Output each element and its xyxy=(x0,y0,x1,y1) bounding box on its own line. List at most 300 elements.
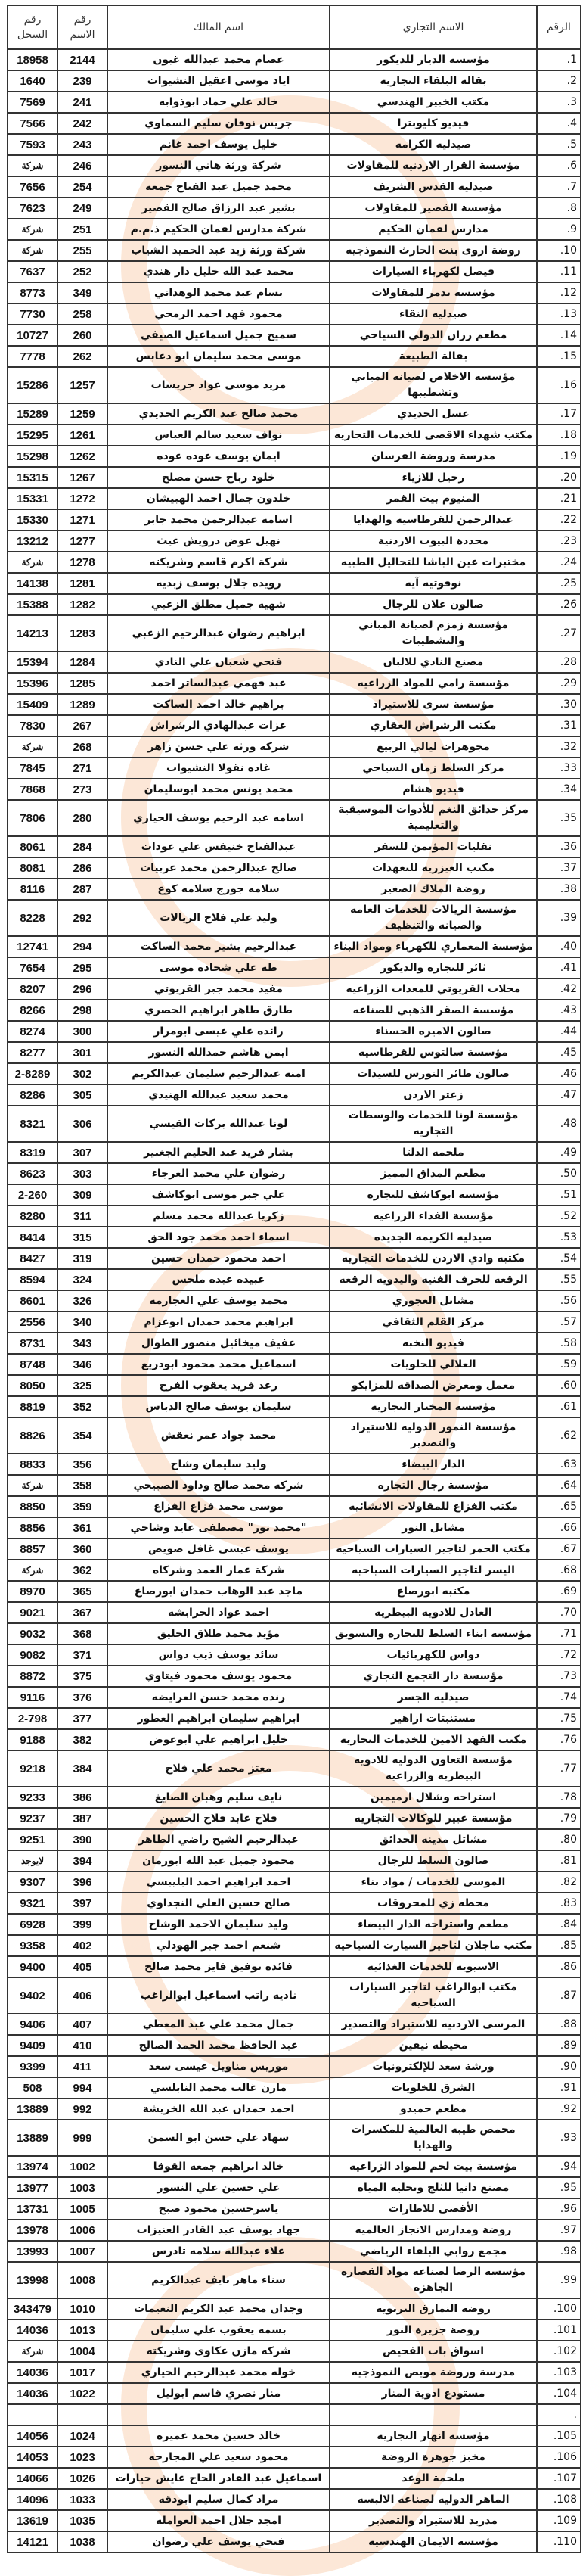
trade-name: المرسى الاردنيه للاستيراد والتصدير xyxy=(330,2014,537,2035)
name-number: 1257 xyxy=(57,367,107,403)
table-row xyxy=(8,2489,581,2510)
name-number: 2144 xyxy=(57,49,107,70)
record-number: 9358 xyxy=(8,1935,57,1956)
row-number: 75. xyxy=(537,1708,581,1729)
record-number: 9082 xyxy=(8,1644,57,1666)
name-number: 298 xyxy=(57,1000,107,1021)
table-row xyxy=(8,694,581,715)
table-row xyxy=(8,1808,581,1829)
name-number: 243 xyxy=(57,134,107,155)
name-number: 994 xyxy=(57,2077,107,2098)
table-row xyxy=(8,2035,581,2056)
row-number: 92. xyxy=(537,2098,581,2120)
table-row xyxy=(8,879,581,900)
row-number: 63. xyxy=(537,1454,581,1475)
name-number: 271 xyxy=(57,758,107,779)
trade-name: مختبرات عين الباشا للتحاليل الطبيه xyxy=(330,552,537,573)
name-number: 324 xyxy=(57,1269,107,1290)
record-number: 7806 xyxy=(8,800,57,836)
name-number: 326 xyxy=(57,1290,107,1311)
row-number: 44. xyxy=(537,1021,581,1042)
table-row xyxy=(8,673,581,694)
trade-name: فيصل لكهرباء السيارات xyxy=(330,261,537,282)
record-number: 14036 xyxy=(8,2362,57,2383)
record-number: 2-260 xyxy=(8,1184,57,1206)
trade-name: مستنبتات ازاهير xyxy=(330,1708,537,1729)
owner-name: جريس نوفان سليم السماوي xyxy=(107,113,330,134)
record-number: 8266 xyxy=(8,1000,57,1021)
table-row xyxy=(8,425,581,446)
trade-name: الرقعه للحرف الفنيه واليدويه الرقعه xyxy=(330,1269,537,1290)
record-number: 18958 xyxy=(8,49,57,70)
trade-name: مكتب العيزريه للتعهدات xyxy=(330,857,537,879)
trade-name: الماهر الدوليه لصناعه الالبسه xyxy=(330,2489,537,2510)
name-number: 258 xyxy=(57,303,107,325)
trade-name: صالون طائر النورس للسيدات xyxy=(330,1063,537,1084)
trade-name: روضة جزيرة النور xyxy=(330,2319,537,2341)
row-number: 81. xyxy=(537,1850,581,1871)
trade-name: مؤسسة دار التجمع التجاري xyxy=(330,1666,537,1687)
row-number: 38. xyxy=(537,879,581,900)
name-number: 1038 xyxy=(57,2531,107,2553)
table-row xyxy=(8,346,581,367)
owner-name: اسامه عبدالرحمن محمد جابر xyxy=(107,509,330,530)
name-number: 352 xyxy=(57,1396,107,1417)
record-number: 14053 xyxy=(8,2447,57,2468)
trade-name: العلالي للحلويات xyxy=(330,1354,537,1375)
owner-name: لونا عبدالله بركات القيسي xyxy=(107,1106,330,1142)
table-row xyxy=(8,2077,581,2098)
row-number: 78. xyxy=(537,1787,581,1808)
name-number: 1022 xyxy=(57,2383,107,2404)
owner-name: سليمان يوسف صالح الدباس xyxy=(107,1396,330,1417)
record-number: 9399 xyxy=(8,2056,57,2077)
row-number: 14. xyxy=(537,325,581,346)
record-number: 7845 xyxy=(8,758,57,779)
row-number: 26. xyxy=(537,594,581,615)
record-number: 14036 xyxy=(8,2319,57,2341)
trade-name: صيدليه الجسر xyxy=(330,1687,537,1708)
trade-name: روضة الملاك الصغير xyxy=(330,879,537,900)
trade-name: صيدليه النقاء xyxy=(330,303,537,325)
owner-name: براهيم خالد احمد الساكت xyxy=(107,694,330,715)
record-number: 13978 xyxy=(8,2220,57,2241)
trade-name: روضة اروى بنت الحارث النموذجيه xyxy=(330,240,537,261)
row-number: 35. xyxy=(537,800,581,836)
row-number: 18. xyxy=(537,425,581,446)
record-number: 8857 xyxy=(8,1538,57,1560)
table-row xyxy=(8,1687,581,1708)
record-number: 8274 xyxy=(8,1021,57,1042)
name-number: 359 xyxy=(57,1496,107,1517)
owner-name: محمود جميل عبد الله ابورمان xyxy=(107,1850,330,1871)
name-number: 411 xyxy=(57,2056,107,2077)
trade-name: صالون السلط للرجال xyxy=(330,1850,537,1871)
record-number: 9400 xyxy=(8,1956,57,1977)
owner-name: شركه مازن عكاوى وشريكته xyxy=(107,2341,330,2362)
row-number: 94. xyxy=(537,2156,581,2177)
row-number: 69. xyxy=(537,1581,581,1602)
record-number: 9032 xyxy=(8,1623,57,1644)
trade-name: الدار البيضاء xyxy=(330,1454,537,1475)
trade-name: بقاله البلقاء التجاريه xyxy=(330,70,537,92)
trade-name: مكتب الفزاع للمقاولات الانشائيه xyxy=(330,1496,537,1517)
row-number: 52. xyxy=(537,1206,581,1227)
table-row xyxy=(8,1871,581,1893)
record-number: 15331 xyxy=(8,488,57,509)
table-row xyxy=(8,1000,581,1021)
table-row xyxy=(8,936,581,957)
name-number: 287 xyxy=(57,879,107,900)
owner-name: محمد عبد الله خليل دار هندي xyxy=(107,261,330,282)
name-number: 302 xyxy=(57,1063,107,1084)
record-number: 9188 xyxy=(8,1729,57,1750)
row-number: 47. xyxy=(537,1084,581,1106)
name-number: 356 xyxy=(57,1454,107,1475)
trade-name: مكتبه ابورصاع xyxy=(330,1581,537,1602)
owner-name: اياد موسى اعقيل النشيوات xyxy=(107,70,330,92)
trade-name: مدريد للاستيراد والتصدير xyxy=(330,2510,537,2531)
trade-name: مؤسسة المختار التجاريه xyxy=(330,1396,537,1417)
trade-name: محلات القريوتي للمعدات الزراعيه xyxy=(330,978,537,1000)
table-row xyxy=(8,1269,581,1290)
name-number: 284 xyxy=(57,836,107,857)
trade-name: مؤسسة ابناء السلط للتجاره والتسويق xyxy=(330,1623,537,1644)
owner-name: وليد سليمان وشاح xyxy=(107,1454,330,1475)
row-number: 10. xyxy=(537,240,581,261)
record-number: 9402 xyxy=(8,1977,57,2014)
owner-name: بسام عبد محمد الوهداني xyxy=(107,282,330,303)
table-row xyxy=(8,1106,581,1142)
row-number: 103. xyxy=(537,2362,581,2383)
name-number: 300 xyxy=(57,1021,107,1042)
record-number: 8601 xyxy=(8,1290,57,1311)
name-number: 397 xyxy=(57,1893,107,1914)
owner-name: سناء ماهر نايف عبدالكريم xyxy=(107,2262,330,2298)
row-number: 101. xyxy=(537,2319,581,2341)
record-number: 8748 xyxy=(8,1354,57,1375)
record-number: 15295 xyxy=(8,425,57,446)
name-number: 1005 xyxy=(57,2198,107,2220)
table-row xyxy=(8,1375,581,1396)
trade-name: مؤسسة لونا للخدمات والوسطات التجاريه xyxy=(330,1106,537,1142)
record-number: 8594 xyxy=(8,1269,57,1290)
name-number: 262 xyxy=(57,346,107,367)
trade-name: مؤسسة بيت لحم للمواد الزراعيه xyxy=(330,2156,537,2177)
record-number: 9237 xyxy=(8,1808,57,1829)
record-number: 15394 xyxy=(8,652,57,673)
table-row xyxy=(8,1290,581,1311)
table-row xyxy=(8,1977,581,2014)
trade-name: الموسى للخدمات / مواد بناء xyxy=(330,1871,537,1893)
owner-name: ايمن هاشم حمدالله النسور xyxy=(107,1042,330,1063)
name-number: 246 xyxy=(57,155,107,176)
owner-name: نواف سعيد سالم العباس xyxy=(107,425,330,446)
table-row xyxy=(8,2447,581,2468)
record-number: 8826 xyxy=(8,1417,57,1454)
table-row xyxy=(8,1729,581,1750)
trade-name: مكتب الرشراش العقاري xyxy=(330,715,537,736)
record-number: 8850 xyxy=(8,1496,57,1517)
name-number: 382 xyxy=(57,1729,107,1750)
owner-name: خالد ابراهيم جمعه القوقا xyxy=(107,2156,330,2177)
row-number: 65. xyxy=(537,1496,581,1517)
table-row xyxy=(8,219,581,240)
trade-name: معمل ومعرض الصداقه للمزايكو xyxy=(330,1375,537,1396)
table-row xyxy=(8,1021,581,1042)
owner-name: عبد فهمي عبدالساتر احمد xyxy=(107,673,330,694)
record-number: 14056 xyxy=(8,2425,57,2447)
trade-name: مكتبه وادي الاردن للخدمات التجاريه xyxy=(330,1248,537,1269)
table-row xyxy=(8,134,581,155)
trade-name: رحيل للازياء xyxy=(330,467,537,488)
row-number: 8. xyxy=(537,198,581,219)
trade-name: مطعم واستراحه الدار البيضاء xyxy=(330,1914,537,1935)
table-row xyxy=(8,2120,581,2156)
table-row xyxy=(8,1560,581,1581)
name-number: 1262 xyxy=(57,446,107,467)
name-number: 343 xyxy=(57,1333,107,1354)
trade-name: استراحه وشلال ارميمين xyxy=(330,1787,537,1808)
record-number: 13889 xyxy=(8,2098,57,2120)
row-number: 97. xyxy=(537,2220,581,2241)
record-number: 15289 xyxy=(8,403,57,425)
row-number: 22. xyxy=(537,509,581,530)
owner-name: وجدان محمد عبد الكريم النعيمات xyxy=(107,2298,330,2319)
owner-name: ياسرحسين محمود صبح xyxy=(107,2198,330,2220)
row-number: 60. xyxy=(537,1375,581,1396)
row-number: 34. xyxy=(537,779,581,800)
trade-name: مطعم المذاق المميز xyxy=(330,1163,537,1184)
name-number: 1006 xyxy=(57,2220,107,2241)
record-number: 13977 xyxy=(8,2177,57,2198)
trade-name: مؤسسة الريالات للخدمات العامه والصيانه والتنظيف xyxy=(330,900,537,936)
owner-name: نهيل عوض درويش غيث xyxy=(107,530,330,552)
record-number: 7730 xyxy=(8,303,57,325)
table-row xyxy=(8,509,581,530)
record-number: 9406 xyxy=(8,2014,57,2035)
table-row xyxy=(8,367,581,403)
record-number: 13731 xyxy=(8,2198,57,2220)
table-row xyxy=(8,615,581,652)
owner-name: بسمه يعقوب علي سليمان xyxy=(107,2319,330,2341)
name-number: 280 xyxy=(57,800,107,836)
commercial-names-table xyxy=(7,5,581,2553)
trade-name: مؤسسة النمور الدوليه للاستيراد والتصدير xyxy=(330,1417,537,1454)
owner-name: عزات عبدالهادي الرشراش xyxy=(107,715,330,736)
table-row xyxy=(8,113,581,134)
table-row xyxy=(8,1829,581,1850)
record-number: 13889 xyxy=(8,2120,57,2156)
table-row xyxy=(8,957,581,978)
record-number: 508 xyxy=(8,2077,57,2098)
name-number: 1033 xyxy=(57,2489,107,2510)
name-number: 1271 xyxy=(57,509,107,530)
row-number: 12. xyxy=(537,282,581,303)
name-number: 406 xyxy=(57,1977,107,2014)
table-row xyxy=(8,1396,581,1417)
record-number: شركة xyxy=(8,2341,57,2362)
row-number: 105. xyxy=(537,2425,581,2447)
table-row xyxy=(8,2241,581,2262)
row-number: 109. xyxy=(537,2510,581,2531)
table-row xyxy=(8,1787,581,1808)
trade-name: مؤسسة التعاون الدوليه للادويه البيطريه والزراعيه xyxy=(330,1750,537,1787)
trade-name: نوفوتيه آيه xyxy=(330,573,537,594)
name-number: 1010 xyxy=(57,2298,107,2319)
record-number: 15330 xyxy=(8,509,57,530)
record-number: 7637 xyxy=(8,261,57,282)
trade-name: صالون الاميره الحسناء xyxy=(330,1021,537,1042)
record-number: 15388 xyxy=(8,594,57,615)
owner-name: سلامه جورج سلامه كوع xyxy=(107,879,330,900)
row-number: 9. xyxy=(537,219,581,240)
table-row xyxy=(8,1935,581,1956)
table-row xyxy=(8,70,581,92)
table-row xyxy=(8,2014,581,2035)
owner-name: شركة اكرم قاسم وشريكته xyxy=(107,552,330,573)
owner-name: جمال محمد علي عبد المعطي xyxy=(107,2014,330,2035)
owner-name: زكريا عبدالله محمد مسلم xyxy=(107,1206,330,1227)
owner-name: احمد حمدان عبد الله الخريشة xyxy=(107,2098,330,2120)
owner-name: وليد علي فلاح الريالات xyxy=(107,900,330,936)
trade-name: مكتب ابوالراغب لتاجير السيارات السياحيه xyxy=(330,1977,537,2014)
owner-name: شركه محمد صالح وداود الصبيحي xyxy=(107,1475,330,1496)
table-row xyxy=(8,282,581,303)
header-record-number: رقم السجل xyxy=(8,5,57,49)
trade-name: مؤسسة عبير للوكالات التجاريه xyxy=(330,1808,537,1829)
row-number: 16. xyxy=(537,367,581,403)
table-row xyxy=(8,2425,581,2447)
row-number: 19. xyxy=(537,446,581,467)
trade-name: المنيوم بيت القمر xyxy=(330,488,537,509)
name-number: 1026 xyxy=(57,2468,107,2489)
record-number: 13998 xyxy=(8,2262,57,2298)
table-row xyxy=(8,1666,581,1687)
row-number: 89. xyxy=(537,2035,581,2056)
owner-name: خليل يوسف احمد غانم xyxy=(107,134,330,155)
table-row xyxy=(8,758,581,779)
row-number: 61. xyxy=(537,1396,581,1417)
row-number: 28. xyxy=(537,652,581,673)
row-number: 108. xyxy=(537,2489,581,2510)
table-row xyxy=(8,779,581,800)
owner-name: اسامه عبد الرحيم يوسف الحياري xyxy=(107,800,330,836)
owner-name: عفيف ميخائيل منصور الطوال xyxy=(107,1333,330,1354)
trade-name: مدارس لقمان الحكيم xyxy=(330,219,537,240)
table-row xyxy=(8,2510,581,2531)
row-number: 48. xyxy=(537,1106,581,1142)
name-number: 1013 xyxy=(57,2319,107,2341)
record-number: شركة xyxy=(8,1560,57,1581)
owner-name: ناديه راتب اسماعيل ابوالراغب xyxy=(107,1977,330,2014)
owner-name: ابراهيم محمد حمدان ابوعزام xyxy=(107,1311,330,1333)
table-row xyxy=(8,176,581,198)
record-number: 343479 xyxy=(8,2298,57,2319)
name-number: 1259 xyxy=(57,403,107,425)
record-number: 13974 xyxy=(8,2156,57,2177)
row-number: 25. xyxy=(537,573,581,594)
name-number: 1283 xyxy=(57,615,107,652)
table-row xyxy=(8,1163,581,1184)
trade-name: روضة ومدارس الانجاز العالميه xyxy=(330,2220,537,2241)
name-number: 999 xyxy=(57,2120,107,2156)
table-row xyxy=(8,1750,581,1787)
trade-name: مكتب ماجلان لتاجير السيارت السياحيه xyxy=(330,1935,537,1956)
trade-name: فيديو كليوبترا xyxy=(330,113,537,134)
name-number: 315 xyxy=(57,1227,107,1248)
name-number: 340 xyxy=(57,1311,107,1333)
row-number: 43. xyxy=(537,1000,581,1021)
record-number: 7569 xyxy=(8,92,57,113)
table-body xyxy=(8,49,581,2553)
record-number: 8286 xyxy=(8,1084,57,1106)
table-row xyxy=(8,1248,581,1269)
name-number xyxy=(57,2404,107,2425)
name-number: 377 xyxy=(57,1708,107,1729)
row-number: 88. xyxy=(537,2014,581,2035)
row-number: 31. xyxy=(537,715,581,736)
owner-name: مراد كمال سليم ابودقه xyxy=(107,2489,330,2510)
owner-name: محمد يونس محمد ابوسليمان xyxy=(107,779,330,800)
row-number: 102. xyxy=(537,2341,581,2362)
table-row xyxy=(8,715,581,736)
owner-name: خليل ابراهيم علي ابوعوض xyxy=(107,1729,330,1750)
row-number: 5. xyxy=(537,134,581,155)
row-number: 3. xyxy=(537,92,581,113)
record-number: 9218 xyxy=(8,1750,57,1787)
owner-name: محمود يوسف محمود فيتاوي xyxy=(107,1666,330,1687)
name-number: 303 xyxy=(57,1163,107,1184)
owner-name: مؤيد محمد طلاق الحليق xyxy=(107,1623,330,1644)
owner-name: فلاح عابد فلاح الحسين xyxy=(107,1808,330,1829)
name-number: 407 xyxy=(57,2014,107,2035)
row-number: 39. xyxy=(537,900,581,936)
record-number: 8623 xyxy=(8,1163,57,1184)
owner-name: موسى محمد سليمان ابو دعابس xyxy=(107,346,330,367)
row-number: . xyxy=(537,2404,581,2425)
row-number: 104. xyxy=(537,2383,581,2404)
record-number: 13619 xyxy=(8,2510,57,2531)
record-number: 8414 xyxy=(8,1227,57,1248)
record-number: 15396 xyxy=(8,673,57,694)
trade-name: مخيطه نيفين xyxy=(330,2035,537,2056)
owner-name: بشير عبد الرزاق صالح القصير xyxy=(107,198,330,219)
row-number: 84. xyxy=(537,1914,581,1935)
owner-name: محمود فهد احمد الرمحي xyxy=(107,303,330,325)
name-number: 1002 xyxy=(57,2156,107,2177)
table-row xyxy=(8,2056,581,2077)
owner-name: صالح عبدالرحمن محمد عربيات xyxy=(107,857,330,879)
row-number: 98. xyxy=(537,2241,581,2262)
trade-name: مدرسة وروضة مويص النموذجيه xyxy=(330,2362,537,2383)
owner-name: فتحي شعبان علي النادي xyxy=(107,652,330,673)
name-number: 349 xyxy=(57,282,107,303)
record-number: 13212 xyxy=(8,530,57,552)
name-number: 242 xyxy=(57,113,107,134)
table-row xyxy=(8,1602,581,1623)
record-number: 14036 xyxy=(8,2383,57,2404)
row-number: 59. xyxy=(537,1354,581,1375)
row-number: 79. xyxy=(537,1808,581,1829)
name-number: 405 xyxy=(57,1956,107,1977)
trade-name: مؤسسة القرار الاردنيه للمقاولات xyxy=(330,155,537,176)
name-number: 1282 xyxy=(57,594,107,615)
name-number: 311 xyxy=(57,1206,107,1227)
name-number: 358 xyxy=(57,1475,107,1496)
trade-name: مكتب الحمر لتاجير السيارات السياحيه xyxy=(330,1538,537,1560)
name-number: 307 xyxy=(57,1142,107,1163)
